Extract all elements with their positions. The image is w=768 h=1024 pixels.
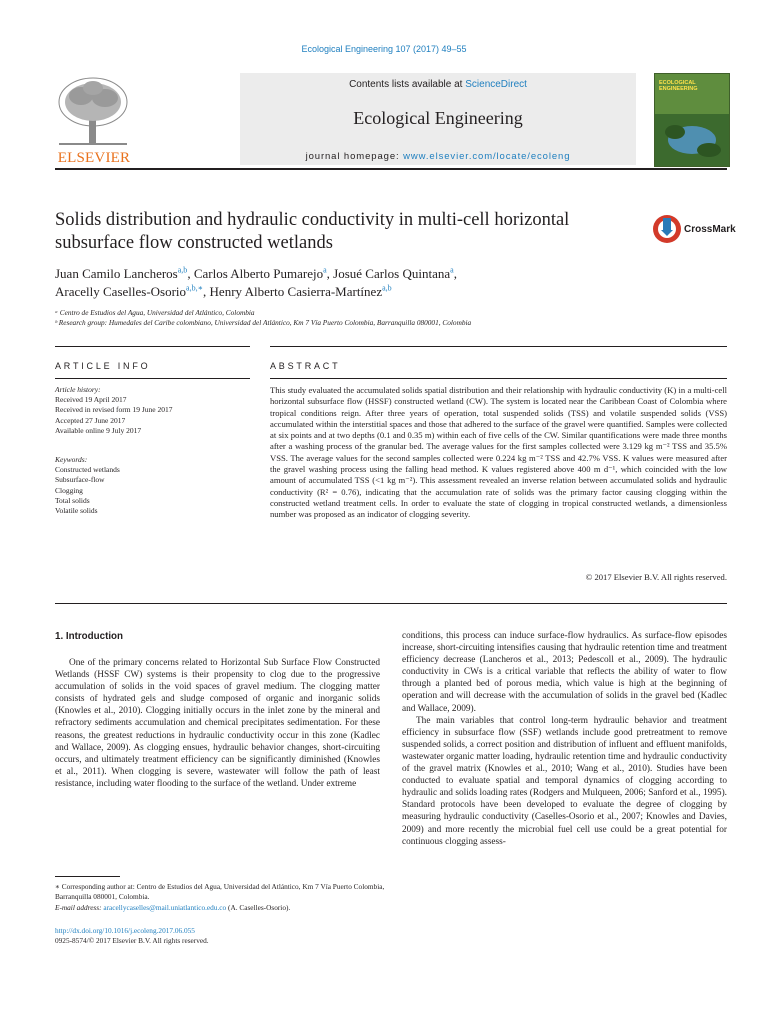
intro-paragraph: One of the primary concerns related to Horizontal Sub Surface Flow Constructed Wetlands (HSSF CW) systems is their propensity to clog due to the progressive accumulation of solids in the void spaces of gravel medium. The clogging matter consists of hydrated gels and sludge composed of organic and inorganic solids (Knowles et al., 2010). Clogging initially occurs in the inlet zone by the mineral and refractory sediments accumulation and chemical precipitates sedimentation. For these reasons, the greatest reductions in hydraulic conductivity occur in this zone (Kadlec and Wallace, 2009). As clogging ensues, hydraulic behavior changes, short-circuiting occurs, and ultimately treatment efficiency can be significantly diminished (Knowles et al., 2011). When clogging is severe, wastewater will follow the path of least resistance, including water flooding to the surface of the wetland. Under extreme	[55, 658, 380, 789]
affiliations	[55, 308, 745, 328]
abstract-copyright: © 2017 Elsevier B.V. All rights reserved.	[585, 572, 727, 582]
history-revised: Received in revised form 19 June 2017	[55, 405, 173, 415]
article-history	[55, 385, 250, 436]
history-online: Available online 9 July 2017	[55, 425, 142, 435]
footnote-rule	[55, 876, 120, 877]
sciencedirect-link[interactable]: ScienceDirect	[465, 79, 527, 90]
journal-reference-link[interactable]: Ecological Engineering 107 (2017) 49–55	[301, 44, 467, 54]
body-rule	[55, 603, 727, 604]
affiliation-a: ᵃ Centro de Estudios del Agua, Universidad del Atlántico, Colombia	[55, 308, 255, 317]
corresponding-author-text: ∗ Corresponding author at: Centro de Estudios del Agua, Universidad del Atlántico, Km 7 Vía Puerto Colombia, Barranquilla 080001, Colombia.	[55, 882, 385, 902]
journal-homepage-line	[240, 151, 636, 162]
journal-name: Ecological Engineering	[353, 108, 523, 128]
section-rule-right	[270, 346, 727, 347]
contents-line	[240, 79, 636, 90]
homepage-url-link[interactable]: www.elsevier.com/locate/ecoleng	[403, 151, 571, 162]
author-email-link[interactable]: aracellycaselles@mail.uniatlantico.edu.co	[103, 902, 227, 912]
contents-prefix: Contents lists available at	[349, 79, 466, 90]
cover-title: ECOLOGICAL ENGINEERING	[659, 80, 698, 92]
author-2[interactable]: Carlos Alberto Pumarejo$^a$	[193, 265, 327, 281]
abstract-rule	[270, 378, 727, 379]
keyword-item: Clogging	[55, 485, 83, 495]
article-title: Solids distribution and hydraulic conductivity in multi-cell horizontal subsurface flow constructed wetlands	[55, 210, 570, 253]
homepage-label: journal homepage:	[305, 151, 404, 162]
article-info-heading: ARTICLE INFO	[55, 361, 151, 371]
header-rule	[55, 168, 727, 170]
keyword-item: Volatile solids	[55, 506, 98, 516]
history-received: Received 19 April 2017	[55, 395, 127, 405]
doi-block	[55, 926, 209, 947]
author-5[interactable]: Henry Alberto Casierra-Martínez$^{a,b}$	[209, 283, 392, 299]
crossmark-icon	[652, 214, 682, 244]
section-rule-left	[55, 346, 250, 347]
abstract-heading: ABSTRACT	[270, 361, 341, 371]
email-line: E-mail address: aracellycaselles@mail.uniatlantico.edu.co (A. Caselles-Osorio).	[55, 902, 291, 912]
history-label: Article history:	[55, 385, 101, 394]
keywords-block	[55, 455, 250, 516]
keywords-label: Keywords:	[55, 455, 88, 464]
author-3[interactable]: Josué Carlos Quintana$^a$	[333, 265, 454, 281]
author-list: Juan Camilo Lancheros$^{a,b}$, Carlos Alberto Pumarejo$^a$, Josué Carlos Quintana$^a$, Aracelly Caselles-Osorio$^{a,b,∗}$, Henry Alberto Casierra-Martínez$^{a,b}$	[55, 265, 457, 299]
body-column-left	[55, 657, 380, 790]
corresponding-author-footnote	[55, 882, 385, 913]
issn-line: 0925-8574/© 2017 Elsevier B.V. All rights reserved.	[55, 936, 209, 946]
body-column-right	[402, 630, 727, 848]
introduction-heading: 1. Introduction	[55, 631, 124, 642]
doi-link[interactable]: http://dx.doi.org/10.1016/j.ecoleng.2017.06.055	[55, 926, 195, 935]
author-4[interactable]: Aracelly Caselles-Osorio$^{a,b,∗}$	[55, 283, 204, 299]
keyword-item: Constructed wetlands	[55, 465, 120, 475]
abstract-text: This study evaluated the accumulated solids spatial distribution and their relationship with hydraulic conductivity (K) in a multi-cell horizontal subsurface flow (HSSF) constructed wetland (CW). The system is located near the Caribbean Coast of Colombia where tropical conditions reign. After three years of operation, total suspended solids (TSS) and volatile suspended solids (VSS) accumulated within the interstitial spaces and those that adhered to the surface of the gravel were quantified. Samples were collected at six points and at two depths (0.1 and 0.35 m) within each of five cells of the CW. Similar quantifications were made three months after a washing process of the granular bed. The average values for the first samples collected were 3.129 kg m⁻² TSS and 35.5% VSS. The average values for the second samples collected were 0.224 kg m⁻² TSS and 42.7% VSS. K values were measured after the gravel washing process using the falling head method. K values registered above 400 m d⁻¹, which coincided with the low amount of accumulated TSS (<1 kg m⁻²). This assessment revealed an inverse relation between accumulated solids and hydraulic conductivity (R² = 0.76), indicating that the accumulation rate of solids was the primary factor causing clogging within the constructed wetland treatment cells. In order to evaluate the state of clogging in tropical constructed wetlands, a dimensionless number was proposed as an indicator of clogging severity.	[270, 385, 727, 520]
affiliation-b: ᵇ Research group: Humedales del Caribe colombiano, Universidad del Atlántico, Km 7 Vía Puerto Colombia, Barranquilla 080001, Colombia	[55, 318, 472, 327]
history-accepted: Accepted 27 June 2017	[55, 415, 126, 425]
author-1[interactable]: Juan Camilo Lancheros$^{a,b}$	[55, 265, 188, 281]
publisher-name: ELSEVIER	[57, 150, 131, 166]
journal-cover-image	[654, 73, 730, 167]
intro-paragraph: conditions, this process can induce surface-flow hydraulics. As surface-flow episodes increase, short-circuiting intensifies causing that hydraulic retention time and treatment efficiency decrease (Lancheros et al., 2013; Pedescoll et al., 2009). The hydraulic conductivity in CWs is a critical variable that reflects the ability of water to flow through a planted bed of porous media, which value is high at the beginning of operation and will decrease with the accumulation of solids in the gravel bed (Kadlec and Wallace, 2009).	[402, 631, 727, 714]
article-info-rule	[55, 378, 250, 379]
keyword-item: Subsurface-flow	[55, 475, 105, 485]
keyword-item: Total solids	[55, 495, 90, 505]
crossmark-label[interactable]: CrossMark	[684, 224, 736, 235]
intro-paragraph: The main variables that control long-term hydraulic behavior and treatment efficiency in subsurface flow (SSF) wetlands include good pretreatment to remove suspended solids, a correct position and distribution of influent and effluent manifolds, wastewater organic matter loading, hydraulic retention time and hydraulic conductivity of the gravel matrix (Knowles et al., 2010; Wang et al., 2010). Studies have been conducted to evaluate spatial and temporal dynamics of clogging according to hydraulic and solids loading rates (Rodgers and Mulqueen, 2006; Sanford et al., 1995). Standard protocols have been developed to evaluate the degree of clogging by measuring hydraulic conductivity (Caselles-Osorio et al., 2007; Knowles and Davies, 2009) and more recently the microbial fuel cell use could be a great potential for continuous clogging assess-	[402, 715, 727, 847]
